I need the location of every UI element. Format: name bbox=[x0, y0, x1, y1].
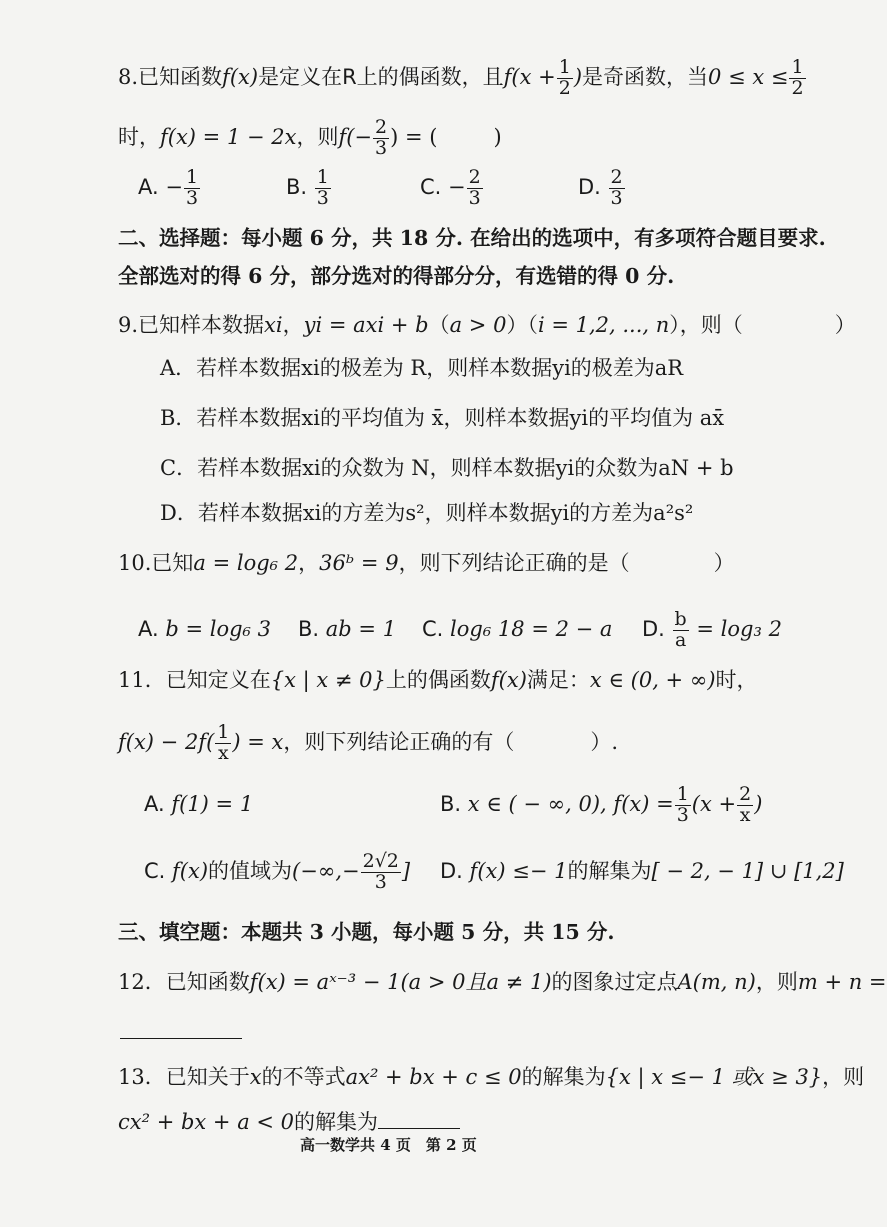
q11-option-c: C. f(x)的值域为(−∞,− $\frac{2√2}{3}$ ] bbox=[144, 850, 411, 893]
q9-option-b: B．若样本数据xi的平均值为 x̄，则样本数据yi的平均值为 ax̄ bbox=[160, 406, 725, 430]
q11-option-a: A. f(1) = 1 bbox=[144, 791, 254, 816]
q12-answer-blank[interactable] bbox=[120, 1036, 242, 1039]
q10-option-b: B. ab = 1 bbox=[298, 616, 397, 641]
q9-option-c: C．若样本数据xi的众数为 N，则样本数据yi的众数为aN + b bbox=[160, 456, 734, 480]
q8-line2: 时，f(x) = 1 − 2x，则f(− $\frac{2}{3}$ ) = ( ) bbox=[118, 116, 502, 159]
q8-line1: 8.已知函数f(x)是定义在R上的偶函数，且f(x + $\frac{1}{2}$ )是奇函数，当0 ≤ x ≤ $\frac{1}{2}$ bbox=[118, 56, 804, 99]
q13-answer-blank[interactable] bbox=[378, 1108, 460, 1129]
q13-line2: cx² + bx + a < 0的解集为 bbox=[118, 1108, 460, 1133]
q11-options-cd bbox=[144, 852, 844, 893]
q10-options bbox=[138, 610, 782, 651]
section3-heading: 三、填空题：本题共 3 小题，每小题 5 分，共 15 分. bbox=[118, 920, 615, 944]
q8-option-b: B. $\frac{1}{3}$ bbox=[286, 166, 329, 209]
q10-option-a: A. b = log₆ 3 bbox=[138, 616, 272, 641]
section2-heading-line2: 全部选对的得 6 分，部分选对的得部分分，有选错的得 0 分. bbox=[118, 264, 675, 288]
q8-option-d: D. $\frac{2}{3}$ bbox=[578, 166, 623, 209]
q10-option-c: C. log₆ 18 = 2 − a bbox=[422, 616, 613, 641]
q13-stem: 13．已知关于x的不等式ax² + bx + c ≤ 0的解集为{x | x ≤− 1 或x ≥ 3}，则 bbox=[118, 1065, 865, 1089]
q9-option-a: A．若样本数据xi的极差为 R，则样本数据yi的极差为aR bbox=[160, 356, 684, 380]
page-footer: 高一数学共 4 页 第 2 页 bbox=[300, 1136, 477, 1154]
q11-options-ab bbox=[144, 785, 762, 826]
q8-option-a: A. − $\frac{1}{3}$ bbox=[138, 166, 199, 209]
fraction-half-bound: $\frac{1}{2}$ bbox=[791, 56, 804, 99]
q9-option-d: D．若样本数据xi的方差为s²，则样本数据yi的方差为a²s² bbox=[160, 501, 694, 525]
fraction-two-thirds: $\frac{2}{3}$ bbox=[375, 116, 388, 159]
q8-option-c: C. − $\frac{2}{3}$ bbox=[420, 166, 481, 209]
q11-stem: 11．已知定义在{x | x ≠ 0}上的偶函数f(x)满足：x ∈ (0, + ∞)时， bbox=[118, 668, 758, 692]
fraction-half: $\frac{1}{2}$ bbox=[558, 56, 571, 99]
section2-heading-line1: 二、选择题：每小题 6 分，共 18 分. 在给出的选项中，有多项符合题目要求. bbox=[118, 226, 826, 250]
q12-stem: 12．已知函数f(x) = aˣ⁻³ − 1(a > 0且a ≠ 1)的图象过定点A(m, n)，则m + n = bbox=[118, 970, 887, 994]
q11-option-d: D. f(x) ≤− 1的解集为[ − 2, − 1] ∪ [1,2] bbox=[440, 858, 844, 883]
q10-option-d: D. $\frac{b}{a}$ = log₃ 2 bbox=[642, 608, 782, 651]
q11-option-b: B. x ∈ ( − ∞, 0), f(x) = $\frac{1}{3}$ (x + $\frac{2}{x}$ ) bbox=[440, 783, 763, 826]
q8-options bbox=[138, 168, 626, 209]
q9-stem: 9.已知样本数据xi，yi = axi + b（a > 0）（i = 1,2, ..., n），则（ ） bbox=[118, 313, 856, 337]
q11-equation: f(x) − 2f( $\frac{1}{x}$ ) = x，则下列结论正确的有（ ）. bbox=[118, 721, 619, 764]
q10-stem: 10.已知a = log₆ 2，36ᵇ = 9，则下列结论正确的是（ ） bbox=[118, 551, 735, 575]
